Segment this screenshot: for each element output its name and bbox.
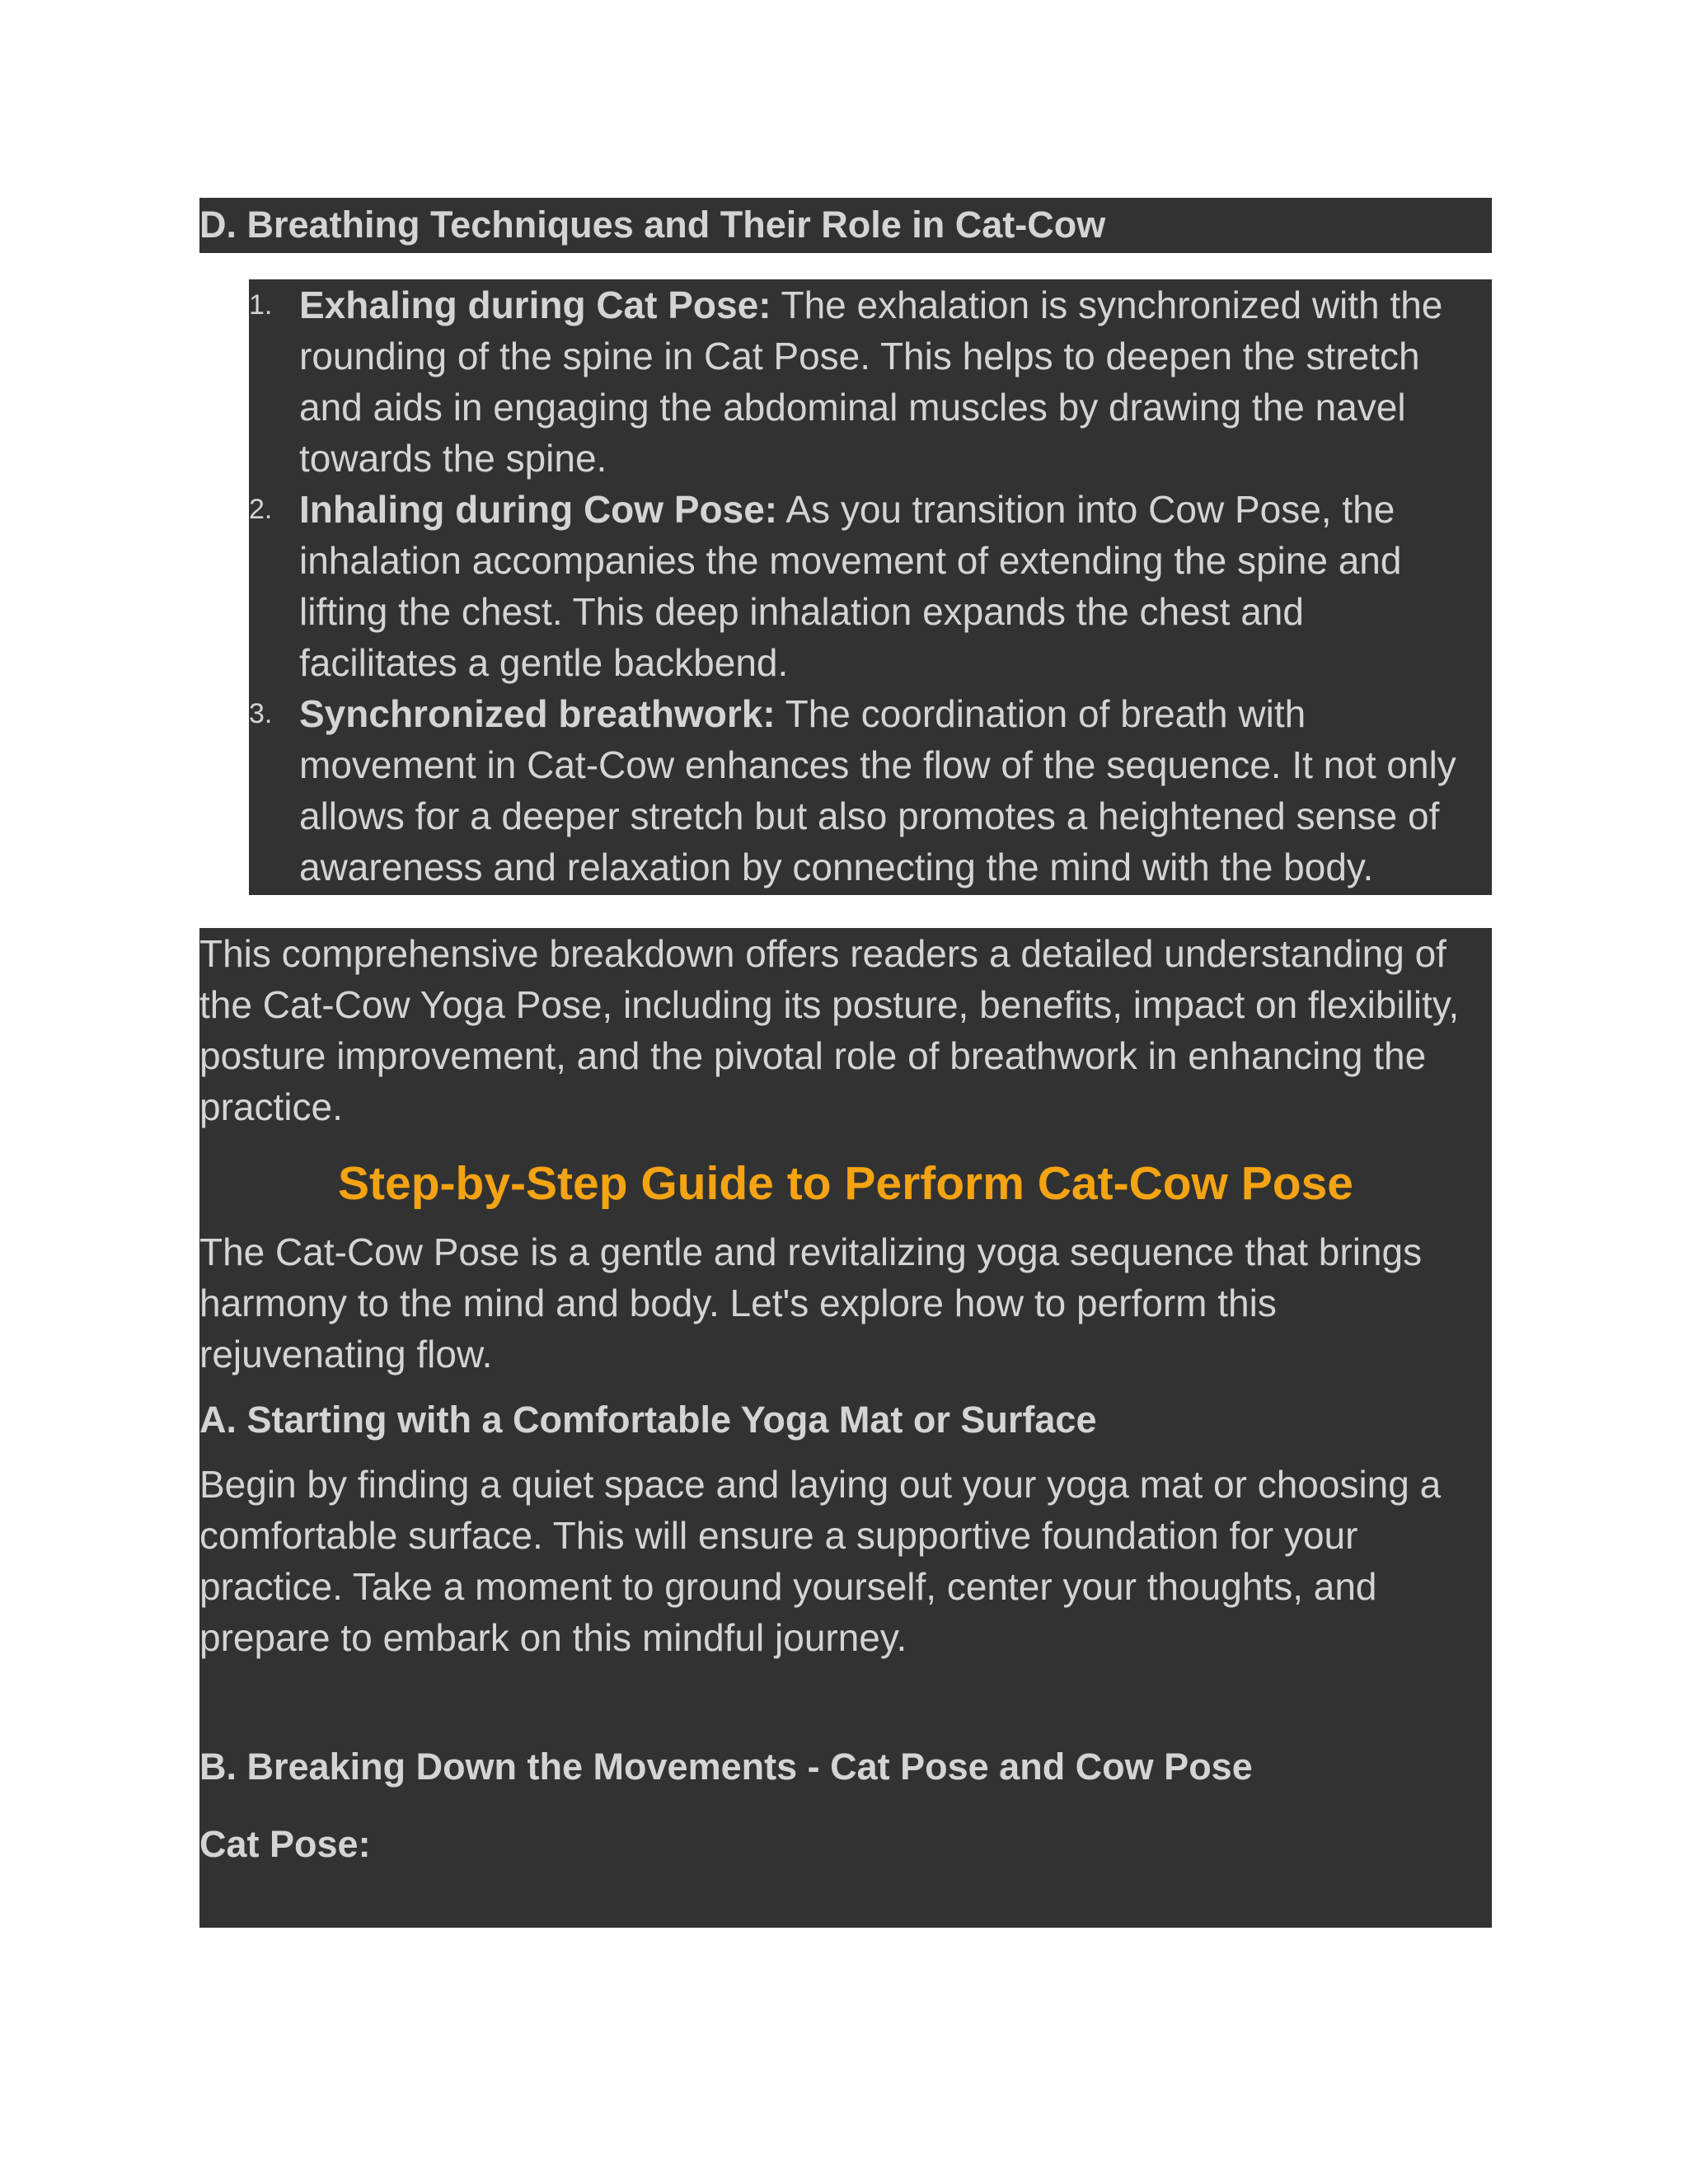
paragraph-line: Begin by finding a quiet space and laying out your yoga mat or choosing a [199,1463,1442,1506]
list-line: inhalation accompanies the movement of extending the spine and [299,539,1402,582]
section-a-heading: A. Starting with a Comfortable Yoga Mat or Surface [199,1399,1097,1441]
paragraph-line: comfortable surface. This will ensure a supportive foundation for your [199,1514,1358,1557]
list-line: awareness and relaxation by connecting the mind with the body. [299,846,1374,888]
list-line: allows for a deeper stretch but also promotes a heightened sense of [299,794,1440,837]
summary-paragraph [199,928,1492,1132]
section-b-heading: B. Breaking Down the Movements - Cat Pose and Cow Pose [199,1746,1253,1788]
list-line [299,279,1492,330]
list-lead: Synchronized breathwork: [299,692,776,735]
main-content-block [199,928,1492,1928]
list-number: 2. [249,494,273,525]
list-line: facilitates a gentle backbend. [299,641,789,684]
breathing-list-block [249,279,1492,895]
list-line: lifting the chest. This deep inhalation expands the chest and [299,590,1304,633]
list-line: rounding of the spine in Cat Pose. This helps to deepen the stretch [299,335,1420,377]
guide-title: Step-by-Step Guide to Perform Cat-Cow Pose [338,1157,1353,1210]
section-a-paragraph [199,1459,1492,1663]
list-line [299,484,1492,535]
list-line: movement in Cat-Cow enhances the flow of the sequence. It not only [299,743,1456,786]
list-item [249,484,1492,688]
paragraph-line: posture improvement, and the pivotal role of breathwork in enhancing the [199,1034,1427,1077]
paragraph-line: practice. [199,1085,343,1128]
paragraph-line: practice. Take a moment to ground yourself, center your thoughts, and [199,1565,1377,1608]
guide-intro-paragraph [199,1226,1492,1380]
list-lead: Exhaling during Cat Pose: [299,284,771,326]
list-line: and aids in engaging the abdominal muscles by drawing the navel [299,386,1406,429]
list-item [249,279,1492,484]
list-line-text: The exhalation is synchronized with the [771,284,1443,326]
list-number: 1. [249,289,273,321]
list-line: towards the spine. [299,437,607,480]
section-d-heading: D. Breathing Techniques and Their Role in Cat-Cow [199,204,1106,246]
list-item [249,688,1492,893]
breathing-list [249,279,1492,893]
list-line-text: As you transition into Cow Pose, the [777,488,1395,531]
section-d-heading-block [199,198,1492,253]
list-line [299,688,1492,739]
list-line-text: The coordination of breath with [775,692,1306,735]
paragraph-line: prepare to embark on this mindful journey. [199,1616,907,1659]
paragraph-line: the Cat-Cow Yoga Pose, including its posture, benefits, impact on flexibility, [199,983,1460,1026]
paragraph-line: The Cat-Cow Pose is a gentle and revitalizing yoga sequence that brings [199,1230,1423,1273]
list-lead: Inhaling during Cow Pose: [299,488,778,531]
paragraph-line: harmony to the mind and body. Let's explore how to perform this [199,1282,1277,1324]
paragraph-line: rejuvenating flow. [199,1333,493,1376]
paragraph-line: This comprehensive breakdown offers readers a detailed understanding of [199,932,1447,975]
list-number: 3. [249,698,273,729]
cat-pose-heading: Cat Pose: [199,1823,371,1865]
